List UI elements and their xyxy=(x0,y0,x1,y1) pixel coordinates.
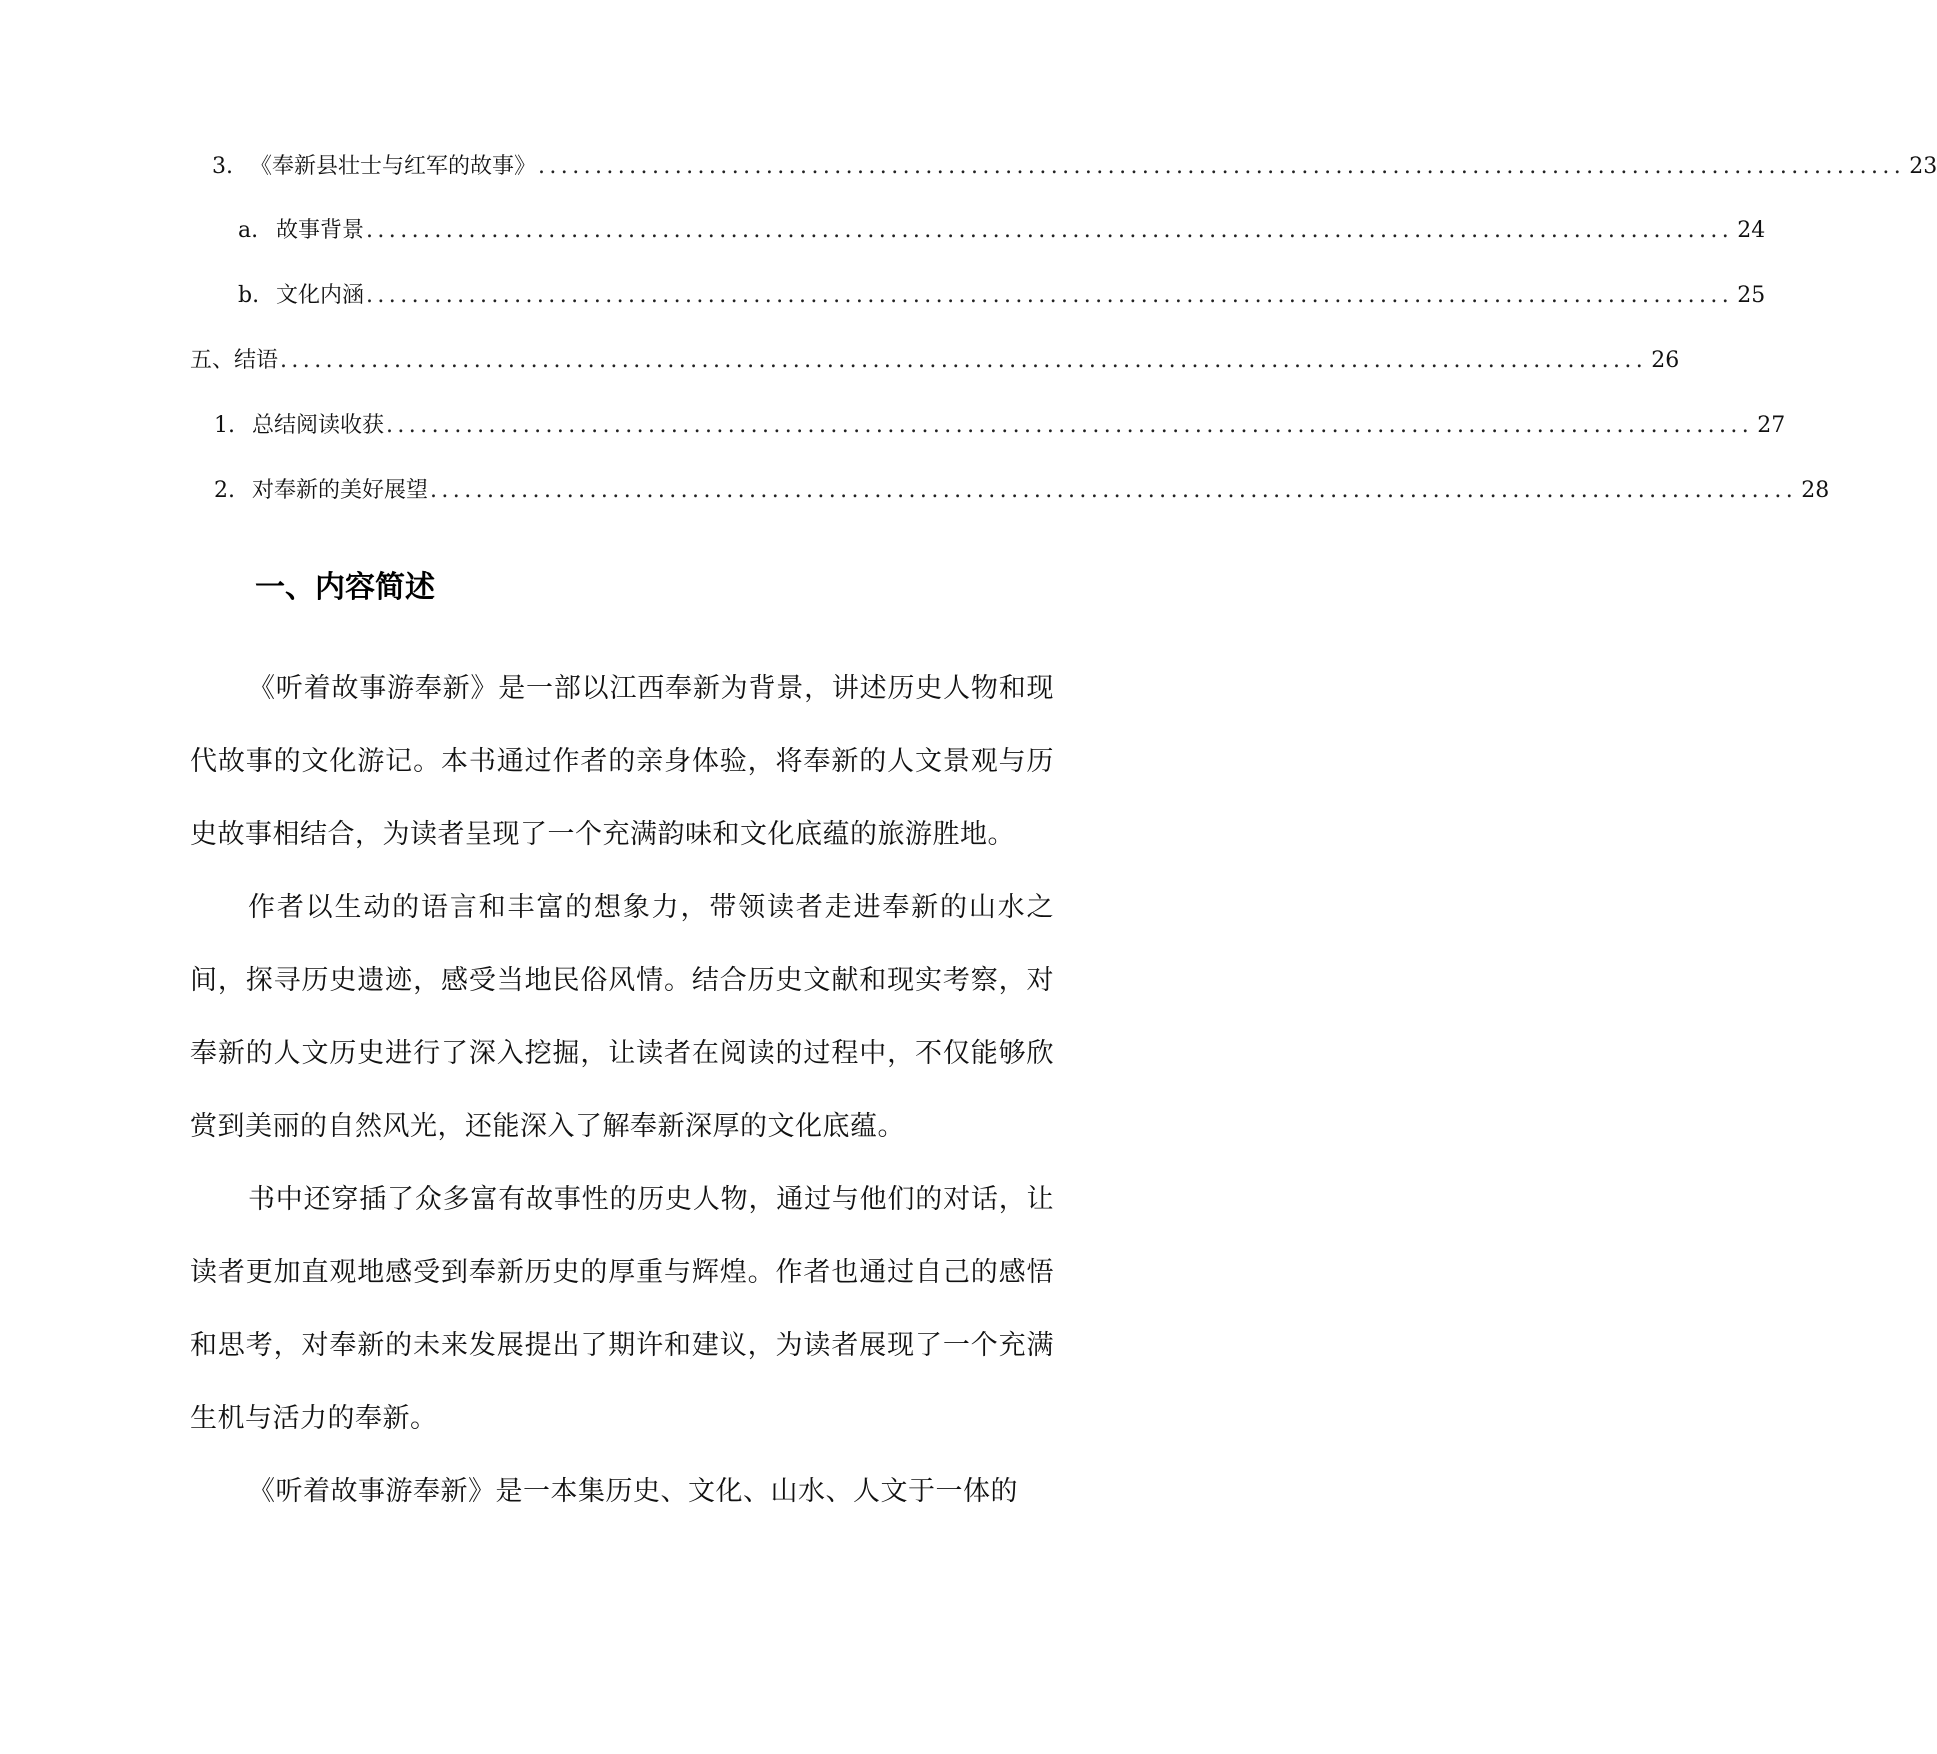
body-paragraph: 书中还穿插了众多富有故事性的历史人物，通过与他们的对话，让读者更加直观地感受到奉新历史的厚重与辉煌。作者也通过自己的感悟和思考，对奉新的未来发展提出了期许和建议，为读者展现了一个充满生机与活力的奉新。 xyxy=(190,1184,1054,1434)
toc-entry[interactable] xyxy=(214,411,1786,441)
section-heading: 一、内容简述 xyxy=(255,570,435,605)
toc-entry-page: 23 xyxy=(1909,154,1937,179)
toc-leader-dots: ........................................................................................................................ xyxy=(538,154,1906,179)
toc-entry[interactable] xyxy=(214,476,1830,506)
toc-entry-number: 3. xyxy=(212,154,233,179)
toc-leader-dots: ........................................................................................................................ xyxy=(280,348,1648,373)
body-paragraph: 《听着故事游奉新》是一部以江西奉新为背景，讲述历史人物和现代故事的文化游记。本书通过作者的亲身体验，将奉新的人文景观与历史故事相结合，为读者呈现了一个充满韵味和文化底蕴的旅游胜地。 xyxy=(190,673,1054,850)
toc-entry[interactable] xyxy=(212,152,1937,182)
toc-entry-page: 25 xyxy=(1737,283,1766,308)
toc-entry[interactable] xyxy=(190,346,1680,376)
toc-entry-number: 2. xyxy=(214,478,235,503)
toc-entry[interactable] xyxy=(238,216,1766,246)
toc-leader-dots: ........................................................................................................................ xyxy=(366,283,1734,308)
toc-entry-page: 27 xyxy=(1757,413,1786,438)
toc-leader-dots: ........................................................................................................................ xyxy=(386,413,1754,438)
toc-entry-title: 文化内涵 xyxy=(276,283,365,308)
toc-entry-number: a. xyxy=(238,218,259,243)
toc-entry-title: 《奉新县壮士与红军的故事》 xyxy=(250,154,537,179)
toc-entry-page: 24 xyxy=(1737,218,1766,243)
toc-entry[interactable] xyxy=(238,281,1766,311)
body-paragraph: 《听着故事游奉新》是一本集历史、文化、山水、人文于一体的 xyxy=(248,1476,1018,1507)
toc-entry-number: 1. xyxy=(214,413,235,438)
toc-entry-number: b. xyxy=(238,283,260,308)
toc-entry-title: 故事背景 xyxy=(276,218,365,243)
toc-entry-title: 总结阅读收获 xyxy=(252,413,385,438)
toc-entry-title: 五、结语 xyxy=(190,348,279,373)
toc-leader-dots: ........................................................................................................................ xyxy=(366,218,1734,243)
toc-entry-page: 26 xyxy=(1651,348,1680,373)
toc-leader-dots: ........................................................................................................................ xyxy=(430,478,1798,503)
body-paragraph: 作者以生动的语言和丰富的想象力，带领读者走进奉新的山水之间，探寻历史遗迹，感受当地民俗风情。结合历史文献和现实考察，对奉新的人文历史进行了深入挖掘，让读者在阅读的过程中，不仅能够欣赏到美丽的自然风光，还能深入了解奉新深厚的文化底蕴。 xyxy=(190,892,1054,1142)
section-body xyxy=(190,652,1054,1528)
toc-entry-title: 对奉新的美好展望 xyxy=(252,478,429,503)
toc-entry-page: 28 xyxy=(1801,478,1830,503)
